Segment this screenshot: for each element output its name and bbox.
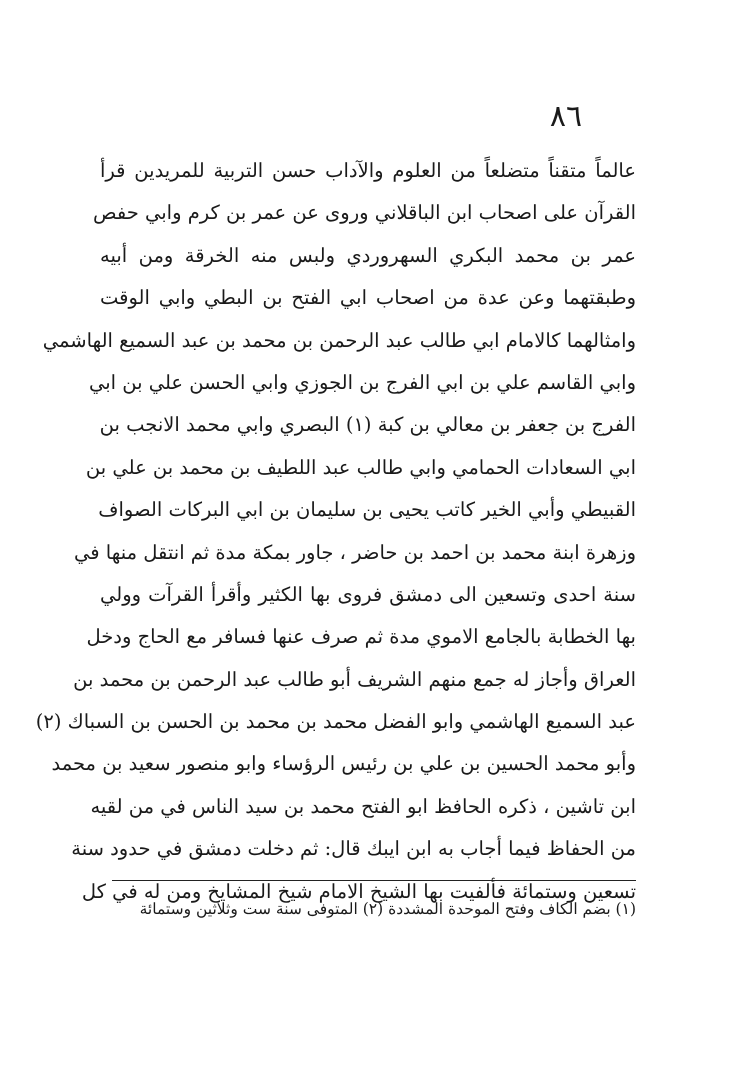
text-line: سنة احدى وتسعين الى دمشق فروى بها الكثير وأقرأ القرآت وولي <box>100 582 636 606</box>
body-text <box>35 150 636 913</box>
text-line: عبد السميع الهاشمي وابو الفضل محمد بن محمد بن الحسن بن السباك (٢) <box>35 710 636 734</box>
text-line: وابي القاسم علي بن ابي الفرج بن الجوزي وابي الحسن علي بن ابي <box>88 370 636 394</box>
text-line: بها الخطابة بالجامع الاموي مدة ثم صرف عنها فسافر مع الحاج ودخل <box>86 625 636 649</box>
footnote: (١) بضم الكاف وفتح الموحدة المشددة (٢) المتوفى سنة ست وثلاثين وستمائة <box>139 900 636 918</box>
text-line: وامثالهما كالامام ابي طالب عبد الرحمن بن محمد بن عبد السميع الهاشمي <box>42 328 636 352</box>
text-line: عالماً متقناً متضلعاً من العلوم والآداب حسن التربية للمريدين قرأ <box>100 159 636 182</box>
text-line: من الحفاظ فيما أجاب به ابن ايبك قال: ثم دخلت دمشق في حدود سنة <box>71 837 636 861</box>
text-line: تسعين وستمائة فألفيت بها الشيخ الامام شيخ المشايخ ومن له في كل <box>81 879 636 903</box>
text-line: ابي السعادات الحمامي وابي طالب عبد اللطيف بن محمد بن علي بن <box>85 455 636 479</box>
text-line: وأبو محمد الحسين بن علي بن رئيس الرؤساء وابو منصور سعيد بن محمد <box>51 752 636 776</box>
text-line: العراق وأجاز له جمع منهم الشريف أبو طالب عبد الرحمن بن محمد بن <box>73 667 636 691</box>
footnote-divider <box>112 880 636 881</box>
text-line: وزهرة ابنة محمد بن احمد بن حاضر ، جاور بمكة مدة ثم انتقل منها في <box>74 540 636 564</box>
page-number: ٨٦ <box>549 99 583 134</box>
text-line: القبيطي وأبي الخير كاتب يحيى بن سليمان بن ابي البركات الصواف <box>98 498 636 522</box>
text-line: القرآن على اصحاب ابن الباقلاني وروى عن عمر بن كرم وابي حفص <box>93 201 636 225</box>
text-line: ابن تاشين ، ذكره الحافظ ابو الفتح محمد بن سيد الناس في من لقيه <box>90 794 636 818</box>
text-line: الفرج بن جعفر بن معالي بن كبة (١) البصري وابي محمد الانجب بن <box>99 413 636 437</box>
text-line: وطبقتهما وعن عدة من اصحاب ابي الفتح بن البطي وابي الوقت <box>100 286 636 310</box>
text-line: عمر بن محمد البكري السهروردي ولبس منه الخرقة ومن أبيه <box>100 243 636 267</box>
